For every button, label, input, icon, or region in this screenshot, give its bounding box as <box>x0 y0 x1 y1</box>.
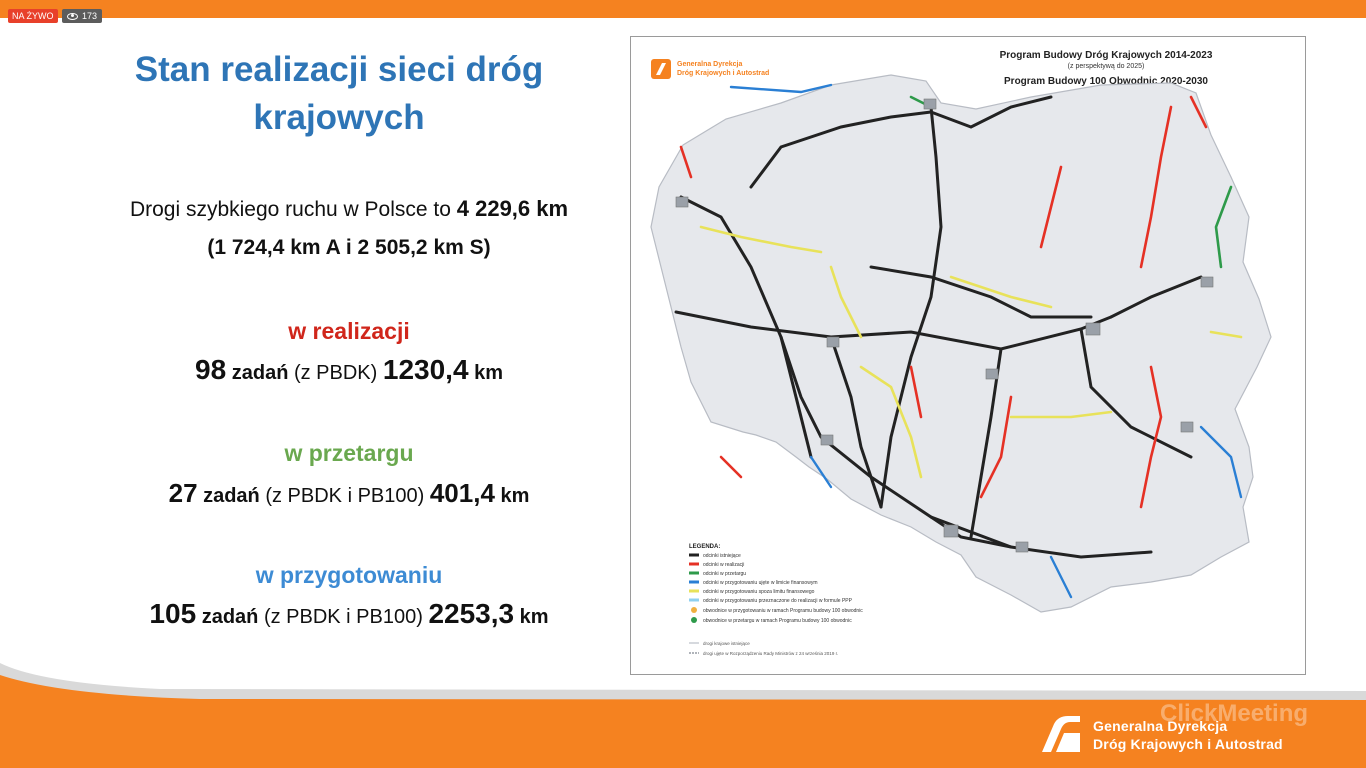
road-s3-south <box>721 457 741 477</box>
tender-unit: km <box>494 485 530 507</box>
tender-count: 27 <box>168 478 198 508</box>
city-gdansk <box>924 99 936 109</box>
poland-outline <box>651 75 1271 612</box>
summary-line <box>60 196 638 222</box>
city-bialystok <box>1201 277 1213 287</box>
legend-item <box>689 562 744 568</box>
slide-title <box>100 46 578 142</box>
preparation-length: 2253,3 <box>428 598 515 629</box>
svg-text:drogi ujęte w Rozporządzeniu R: drogi ujęte w Rozporządzeniu Rady Ministrów z 24 września 2019 r. <box>703 651 839 656</box>
bottom-swoosh <box>0 655 1366 705</box>
city-warsaw <box>1086 323 1100 335</box>
legend-item <box>691 617 852 624</box>
city-poznan <box>827 337 839 347</box>
map-logo-line-2: Dróg Krajowych i Autostrad <box>677 70 770 77</box>
footer-org-name <box>1093 717 1283 753</box>
realization-count: 98 <box>195 354 227 385</box>
svg-text:odcinki w przetargu: odcinki w przetargu <box>703 571 747 577</box>
svg-text:odcinki w przygotowaniu ujęte: odcinki w przygotowaniu ujęte w limicie finansowym <box>703 580 818 586</box>
city-lublin <box>1181 422 1193 432</box>
legend-item <box>689 571 746 577</box>
svg-text:odcinki w przygotowaniu przezn: odcinki w przygotowaniu przeznaczone do realizacji w formule PPP <box>703 598 852 604</box>
svg-text:drogi krajowe istniejące: drogi krajowe istniejące <box>703 641 750 646</box>
map-logo <box>651 59 769 79</box>
slide-title-line-2: krajowych <box>253 98 425 137</box>
city-wroclaw <box>821 435 833 445</box>
section-tender-stats <box>60 478 638 509</box>
viewer-count: 173 <box>82 11 98 21</box>
city-szczecin <box>676 197 688 207</box>
section-realization-stats <box>60 354 638 386</box>
summary-total: 4 229,6 km <box>456 196 569 221</box>
footer-org-line-1: Generalna Dyrekcja <box>1093 718 1228 734</box>
svg-text:odcinki w przygotowaniu spoza: odcinki w przygotowaniu spoza limitu finansowego <box>703 589 815 595</box>
summary-breakdown: (1 724,4 km A i 2 505,2 km S) <box>207 236 491 259</box>
section-tender-heading: w przetargu <box>284 440 414 466</box>
realization-length: 1230,4 <box>382 354 469 385</box>
realization-unit: km <box>468 362 503 384</box>
section-realization-heading: w realizacji <box>288 318 410 344</box>
legend-title: LEGENDA: <box>689 544 721 550</box>
realization-tasks-word: zadań <box>226 362 294 384</box>
svg-text:obwodnice w przetargu w ramach: obwodnice w przetargu w ramach Programu budowy 100 obwodnic <box>703 618 852 624</box>
preparation-count: 105 <box>149 598 197 629</box>
live-badge: NA ŻYWO <box>8 9 58 23</box>
tender-tasks-word: zadań <box>197 485 266 507</box>
section-preparation-heading: w przygotowaniu <box>255 562 443 588</box>
svg-text:obwodnice w przygotowaniu w ra: obwodnice w przygotowaniu w ramach Programu budowy 100 obwodnic <box>703 608 863 614</box>
legend-item <box>689 589 815 595</box>
preparation-unit: km <box>514 606 549 628</box>
road-network-map <box>630 36 1306 675</box>
clickmeeting-watermark: ClickMeeting <box>1160 700 1309 727</box>
section-preparation-stats <box>60 598 638 630</box>
top-orange-bar <box>0 0 1366 18</box>
map-canvas <box>631 37 1305 674</box>
city-katowice <box>944 525 958 537</box>
legend-item <box>689 580 818 586</box>
map-title-line-3: Program Budowy 100 Obwodnic 2020-2030 <box>1004 76 1208 87</box>
slide-title-line-1: Stan realizacji sieci dróg <box>134 50 544 89</box>
city-krakow <box>1016 542 1028 552</box>
tender-scope: (z PBDK i PB100) <box>265 485 430 507</box>
city-lodz <box>986 369 998 379</box>
legend-item <box>689 553 741 559</box>
svg-text:odcinki istniejące: odcinki istniejące <box>703 553 741 559</box>
viewer-count-badge <box>62 9 102 23</box>
legend-item <box>691 607 863 614</box>
gddkia-logo-icon <box>1040 714 1082 754</box>
map-legend <box>689 544 863 656</box>
preparation-scope: (z PBDK i PB100) <box>263 606 429 628</box>
tender-length: 401,4 <box>429 478 495 508</box>
preparation-tasks-word: zadań <box>196 606 264 628</box>
footer-org-line-2: Dróg Krajowych i Autostrad <box>1093 736 1283 752</box>
realization-scope: (z PBDK) <box>293 362 383 384</box>
eye-icon <box>67 13 78 20</box>
legend-item <box>689 598 853 604</box>
map-title-line-2: (z perspektywą do 2025) <box>1067 63 1145 70</box>
map-logo-line-1: Generalna Dyrekcja <box>677 61 743 68</box>
map-title-line-1: Program Budowy Dróg Krajowych 2014-2023 <box>999 50 1213 61</box>
summary-prefix: Drogi szybkiego ruchu w Polsce to <box>129 198 457 221</box>
svg-text:odcinki w realizacji: odcinki w realizacji <box>703 562 745 568</box>
legend-item <box>689 641 750 646</box>
